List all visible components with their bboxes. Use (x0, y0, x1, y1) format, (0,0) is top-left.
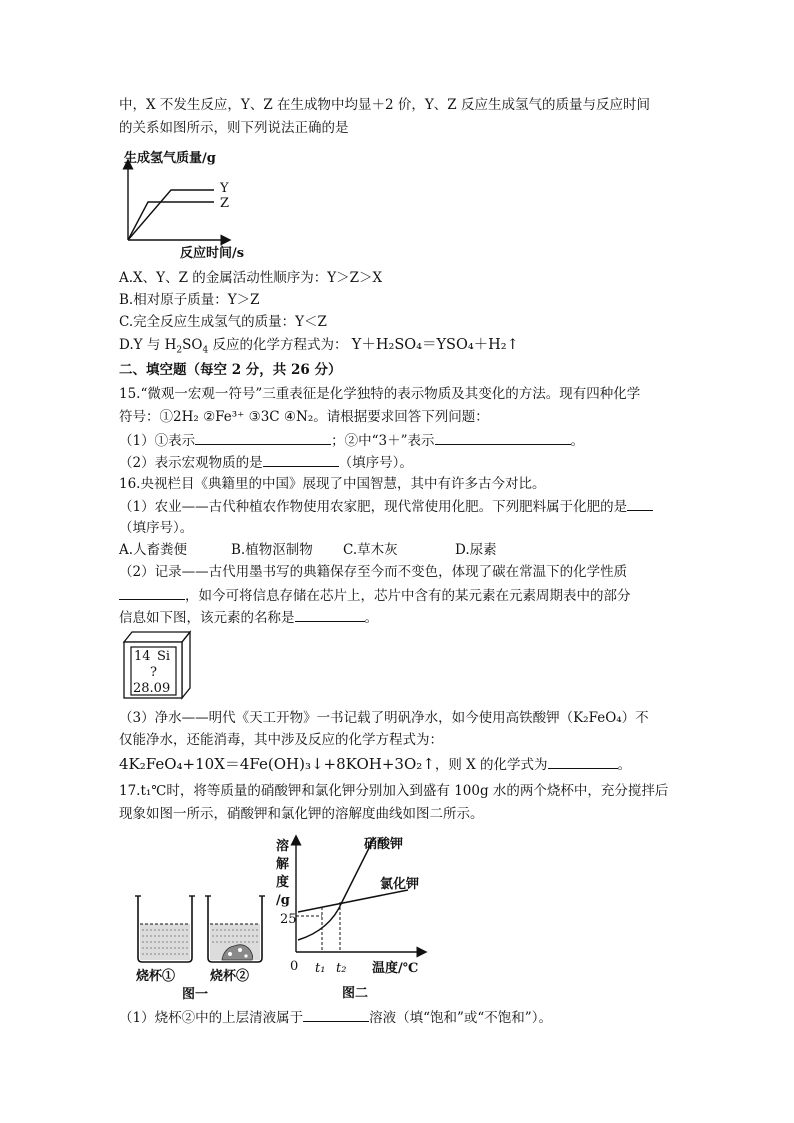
answer-blank-q16-4[interactable] (548, 755, 618, 769)
answer-blank-q16-1[interactable] (627, 497, 653, 511)
option-d-prefix: D.Y 与 H (119, 337, 177, 353)
q14-text-line2: 的关系如图所示，则下列说法正确的是 (119, 120, 349, 136)
figure-1-beakers (118, 890, 278, 1000)
q15-part1-end: 。 (570, 433, 584, 449)
q16-option-a: A.人畜粪便 (119, 542, 188, 558)
option-d: D.Y 与 $H_2SO_4$ 反应的化学方程式为： Y＋H₂SO₄＝YSO₄＋H₂↑ (119, 337, 519, 356)
option-d-post: 反应的化学方程式为： (208, 337, 348, 353)
q16-options (119, 541, 497, 559)
answer-blank-q15-1[interactable] (195, 431, 331, 445)
series-z-label: Z (220, 196, 230, 211)
q15-part1-text: （1）①表示 (119, 433, 196, 449)
beaker-1-label: 烧杯① (136, 969, 176, 984)
series-z-line (128, 202, 214, 240)
q15-part2-end: （填序号）。 (338, 455, 413, 471)
fig2-ylabel-1: 溶 (276, 839, 290, 854)
q16-option-d: D.尿素 (455, 542, 497, 558)
q16-part2-line1: （2）记录——古代用墨书写的典籍保存至今而不变色，体现了碳在常温下的化学性质 (119, 564, 628, 580)
fig2-y25-label: 25 (280, 912, 297, 927)
option-c: C.完全反应生成氢气的质量：Y＜Z (119, 314, 327, 330)
q16-part2-line2 (119, 586, 631, 605)
periodic-element-cell (122, 630, 192, 700)
q17-part1-end: 溶液（填“饱和”或“不饱和”）。 (369, 1010, 552, 1026)
section-2-heading: 二、填空题（每空 2 分，共 26 分） (119, 362, 342, 378)
answer-blank-q15-2[interactable] (435, 431, 571, 445)
q16-equation: 4K₂FeO₄+10X＝4Fe(OH)₃↓+8KOH+3O₂↑ (119, 755, 435, 773)
answer-blank-q16-2[interactable] (119, 586, 185, 600)
q17-part1 (119, 1008, 552, 1027)
q17-part1-text: （1）烧杯②中的上层清液属于 (119, 1010, 304, 1026)
figure-2-caption: 图二 (342, 986, 369, 1001)
q15-stem-line2: 符号：①2H₂ ②Fe³⁺ ③3C ④N₂。请根据要求回答下列问题： (119, 409, 489, 425)
q16-part3-line3 (119, 755, 631, 774)
q16-part2-text2: ，如今可将信息存储在芯片上，芯片中含有的某元素在元素周期表中的部分 (185, 588, 631, 604)
answer-blank-q16-3[interactable] (295, 608, 365, 622)
q15-part1 (119, 431, 584, 450)
kno3-curve (298, 838, 374, 940)
q15-part2 (119, 453, 413, 472)
beaker-2-label: 烧杯② (210, 969, 250, 984)
q16-part1-text: （1）农业——古代种植农作物使用农家肥，现代常使用化肥。下列肥料属于化肥的是 (119, 499, 628, 515)
q16-option-c: C.草木灰 (343, 542, 398, 558)
q16-part3-line1: （3）净水——明代《天工开物》一书记载了明矾净水，如今使用高铁酸钾（K₂FeO₄）不 (119, 710, 649, 726)
fig2-origin: 0 (290, 959, 299, 974)
q16-part3-text: ，则 X 的化学式为 (434, 757, 548, 773)
q16-part2-text3: 信息如下图，该元素的名称是 (119, 610, 295, 626)
kno3-label: 硝酸钾 (364, 837, 404, 852)
q16-part3-end: 。 (617, 757, 632, 773)
option-d-mid: SO (182, 337, 203, 353)
figure-1-caption: 图一 (182, 987, 209, 1000)
series-y-label: Y (220, 181, 229, 196)
answer-blank-q17-1[interactable] (303, 1008, 369, 1022)
figure-2-solubility-chart (272, 830, 442, 1005)
graph-xlabel: 反应时间/s (180, 246, 245, 261)
q15-part1-text2: ；②中“3＋”表示 (331, 433, 435, 449)
fig2-ylabel-2: 解 (276, 857, 290, 872)
fig2-xlabel: 温度/℃ (372, 961, 419, 976)
kcl-curve (298, 890, 408, 912)
fig2-t2-label: t₂ (336, 961, 347, 976)
q16-part1-line1 (119, 497, 653, 516)
q16-part2-end: 。 (364, 610, 378, 626)
element-symbol: Si (157, 649, 171, 664)
fig2-ylabel-3: 度 (276, 875, 290, 890)
option-d-equation: Y＋H₂SO₄＝YSO₄＋H₂↑ (351, 337, 519, 353)
element-mass: 28.09 (133, 681, 171, 696)
element-number: 14 (134, 649, 151, 664)
q16-part1-line2: （填序号）。 (119, 520, 194, 536)
answer-blank-q15-3[interactable] (263, 453, 339, 467)
q16-part3-line2: 仅能净水，还能消毒，其中涉及反应的化学方程式为： (119, 732, 443, 748)
fig2-ylabel-4: /g (276, 893, 290, 908)
q16-stem: 16.央视栏目《典籍里的中国》展现了中国智慧，其中有许多古今对比。 (119, 476, 546, 492)
q16-option-b: B.植物沤制物 (231, 542, 313, 558)
option-b: B.相对原子质量：Y＞Z (119, 292, 260, 308)
kcl-label: 氯化钾 (380, 877, 420, 892)
element-name: ? (150, 665, 157, 680)
q15-stem-line1: 15.“微观一宏观一符号”三重表征是化学独特的表示物质及其变化的方法。现有四种化学 (119, 386, 641, 402)
q17-stem-line2: 现象如图一所示，硝酸钾和氯化钾的溶解度曲线如图二所示。 (119, 806, 484, 822)
option-a: A.X、Y、Z 的金属活动性顺序为：Y＞Z＞X (119, 270, 383, 286)
q16-part2-line3 (119, 608, 378, 627)
q15-part2-text: （2）表示宏观物质的是 (119, 455, 263, 471)
graph-ylabel: 生成氢气质量/g (124, 151, 216, 166)
fig2-t1-label: t₁ (315, 961, 326, 976)
q17-stem-line1: 17.t₁℃时，将等质量的硝酸钾和氯化钾分别加入到盛有 100g 水的两个烧杯中，充分搅拌后 (119, 783, 669, 799)
hydrogen-mass-graph (118, 144, 268, 260)
q14-text-line1: 中，X 不发生反应，Y、Z 在生成物中均显＋2 价，Y、Z 反应生成氢气的质量与反应时间 (119, 97, 650, 113)
